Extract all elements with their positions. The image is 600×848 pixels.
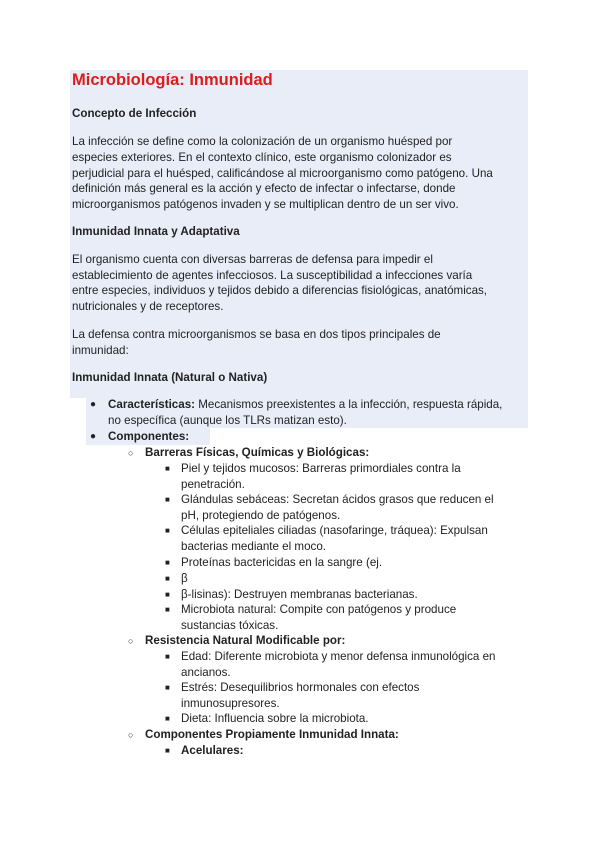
bullet-square: ■ [165,683,170,692]
list-item-continuation: bacterias mediante el moco. [181,540,326,553]
bullet-circle: ○ [128,636,134,646]
section-heading-innata: Inmunidad Innata (Natural o Nativa) [72,371,268,384]
paragraph-line: La infección se define como la colonización de un organismo huésped por [72,135,453,148]
list-item-componentes: Componentes: [108,430,190,443]
paragraph-line: entre especies, individuos y tejidos debido a diferencias fisiológicas, anatómicas, [72,284,488,297]
bullet-square: ■ [165,558,170,567]
bullet-square: ■ [165,495,170,504]
bullet-square: ■ [165,714,170,723]
list-item-barrera: β-lisinas): Destruyen membranas bacterianas. [181,588,418,601]
paragraph-line: inmunidad: [72,344,129,357]
list-item-barrera: Células epiteliales ciliadas (nasofaringe, tráquea): Expulsan [181,524,488,537]
list-item-barrera: β [181,572,188,585]
paragraph-line: perjudicial para el huésped, calificándose al microorganismo como patógeno. Una [72,167,493,180]
list-item-resistencia-factor: Dieta: Influencia sobre la microbiota. [181,712,369,725]
list-item-barrera: Proteínas bactericidas en la sangre (ej. [181,556,383,569]
bullet-circle: ○ [128,448,134,458]
paragraph-line: especies exteriores. En el contexto clínico, este organismo colonizador es [72,151,452,164]
list-item-resistencia-factor: Estrés: Desequilibrios hormonales con efectos [181,681,420,694]
list-item-continuation: no específica (aunque los TLRs matizan esto). [108,414,347,427]
paragraph-line: definición más general es la acción y efecto de infectar o infectarse, donde [72,182,456,195]
list-item-continuation: sustancias tóxicas. [181,619,279,632]
list-item-resistencia-factor: Edad: Diferente microbiota y menor defensa inmunológica en [181,650,496,663]
bullet-disc: ● [90,431,97,442]
paragraph-line: microorganismos patógenos invaden y se multiplican dentro de un ser vivo. [72,198,459,211]
bullet-square: ■ [165,746,170,755]
list-item-barrera: Glándulas sebáceas: Secretan ácidos grasos que reducen el [181,493,494,506]
list-item-continuation: pH, protegiendo de patógenos. [181,509,341,522]
list-item-resistencia: Resistencia Natural Modificable por: [145,634,346,647]
bullet-circle: ○ [128,730,134,740]
list-item-componentes-propios: Componentes Propiamente Inmunidad Innata: [145,728,399,741]
list-label: Características: [108,398,196,411]
list-item-continuation: inmunosupresores. [181,697,280,710]
list-item-acelulares: Acelulares: [181,744,244,757]
bullet-square: ■ [165,605,170,614]
section-heading-innata-adaptativa: Inmunidad Innata y Adaptativa [72,225,240,238]
bullet-square: ■ [165,574,170,583]
list-item-barrera: Piel y tejidos mucosos: Barreras primordiales contra la [181,462,461,475]
list-item-continuation: penetración. [181,478,245,491]
bullet-disc: ● [90,399,97,410]
list-text: Mecanismos preexistentes a la infección, respuesta rápida, [195,398,503,411]
bullet-square: ■ [165,526,170,535]
bullet-square: ■ [165,652,170,661]
paragraph-line: La defensa contra microorganismos se basa en dos tipos principales de [72,328,441,341]
page-title: Microbiología: Inmunidad [72,71,273,89]
paragraph-line: nutricionales y de receptores. [72,300,224,313]
list-item-barrera: Microbiota natural: Compite con patógenos y produce [181,603,457,616]
section-heading-concepto: Concepto de Infección [72,107,197,120]
list-item-barreras: Barreras Físicas, Químicas y Biológicas: [145,446,370,459]
paragraph-line: establecimiento de agentes infecciosos. La susceptibilidad a infecciones varía [72,269,473,282]
list-item-continuation: ancianos. [181,666,231,679]
paragraph-line: El organismo cuenta con diversas barreras de defensa para impedir el [72,253,433,266]
list-item-caracteristicas [108,397,502,413]
bullet-square: ■ [165,590,170,599]
bullet-square: ■ [165,464,170,473]
